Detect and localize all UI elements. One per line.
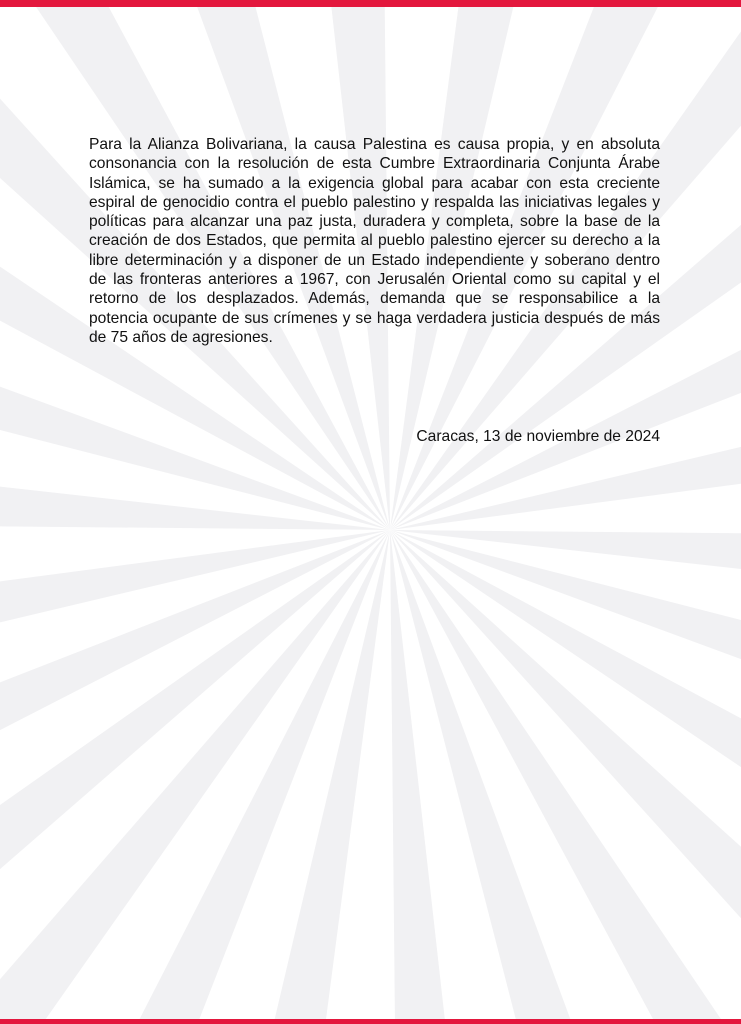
place-and-date: Caracas, 13 de noviembre de 2024 bbox=[416, 428, 660, 445]
body-paragraph: Para la Alianza Bolivariana, la causa Palestina es causa propia, y en absoluta consonancia con la resolución de esta Cumbre Extraordinaria Conjunta Árabe Islámica, se ha sumado a la exigencia global para acabar con esta creciente espiral de genocidio contra el pueblo palestino y respalda las iniciativas legales y políticas para alcanzar una paz justa, duradera y completa, sobre la base de la creación de dos Estados, que permita al pueblo palestino ejercer su derecho a la libre determinación y a disponer de un Estado independiente y soberano dentro de las fronteras anteriores a 1967, con Jerusalén Oriental como su capital y el retorno de los desplazados. Además, demanda que se responsabilice a la potencia ocupante de sus crímenes y se haga verdadera justicia después de más de 75 años de agresiones. bbox=[89, 136, 660, 346]
sunburst-ray bbox=[390, 530, 741, 1024]
sunburst-ray bbox=[390, 530, 741, 1024]
sunburst-ray bbox=[390, 530, 741, 1024]
sunburst-ray bbox=[390, 530, 741, 1013]
bottom-red-bar bbox=[0, 1019, 741, 1024]
top-red-bar bbox=[0, 0, 741, 7]
sunburst-ray bbox=[390, 530, 741, 1024]
